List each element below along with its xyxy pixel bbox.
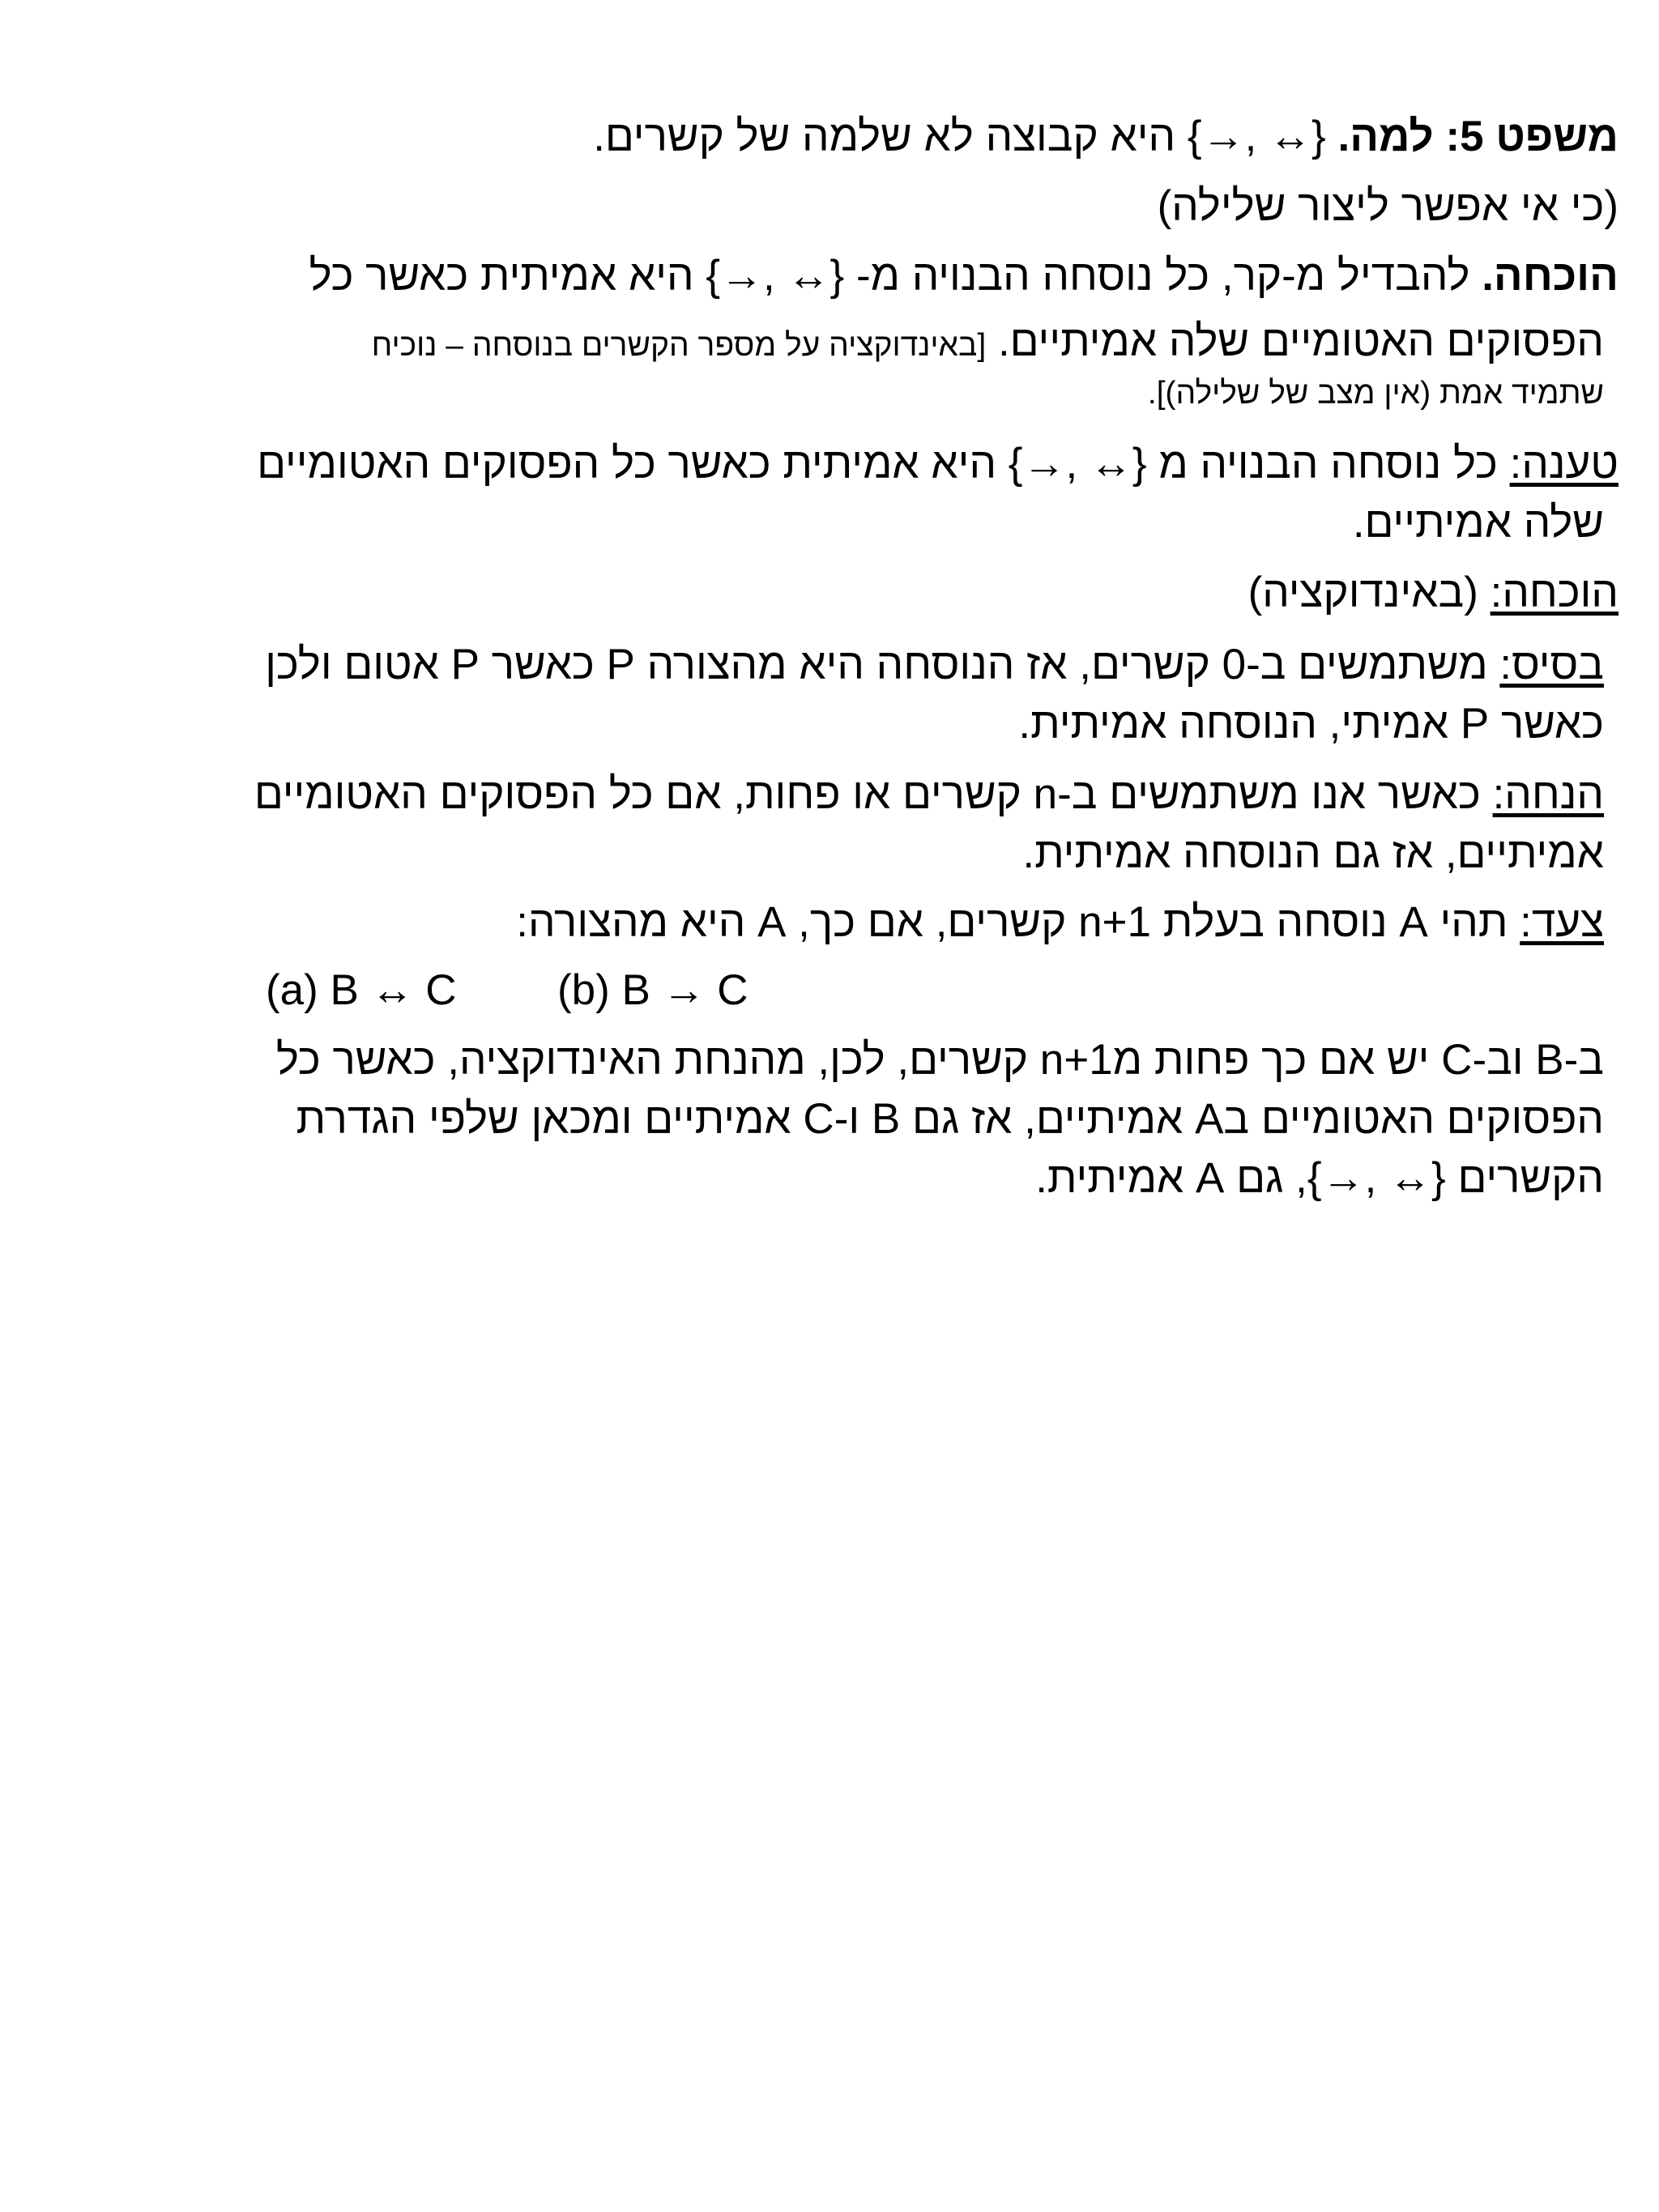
claim-line2 [1353, 495, 1604, 552]
base-line1 [265, 637, 1604, 693]
proof1-line2-main: הפסוקים האטומיים שלה אמיתיים. [997, 318, 1604, 365]
step-line1 [516, 894, 1604, 951]
step-case-b: (b) B → C [557, 966, 748, 1014]
conclusion-line1 [276, 1032, 1604, 1089]
note-line [1158, 178, 1618, 235]
hypothesis-line2-text: אמיתיים, אז גם הנוסחה אמיתית. [1022, 829, 1604, 877]
hypothesis-line2 [1022, 825, 1604, 882]
lemma-line [593, 109, 1618, 165]
proof2-line [1248, 565, 1618, 621]
claim-label: טענה: [1509, 440, 1618, 488]
claim-line1 [257, 436, 1618, 492]
proof1-label: הוכחה. [1482, 252, 1618, 300]
proof1-line3 [1148, 373, 1604, 415]
conclusion-line3-a: הקשרים [1457, 1154, 1604, 1202]
proof1-line2-bracket: [באינדוקציה על מספר הקשרים בנוסחה – נוכיח [371, 328, 987, 363]
claim-text-a: כל נוסחה הבנויה מ [1158, 440, 1498, 488]
base-text: משתמשים ב-0 קשרים, אז הנוסחה היא מהצורה P כאשר P אטום ולכן [265, 641, 1488, 688]
note-text: (כי אי אפשר ליצור שלילה) [1157, 182, 1618, 230]
conclusion-line2 [296, 1091, 1605, 1148]
hypothesis-label: הנחה: [1492, 770, 1604, 818]
conclusion-line2-text: הפסוקים האטומיים בA אמיתיים, אז גם B ו-C אמיתיים ומכאן שלפי הגדרת [296, 1095, 1604, 1143]
claim-connective-set: {→, ↔} [1008, 440, 1147, 488]
proof1-text-b: היא אמיתית כאשר כל [309, 252, 694, 300]
proof1-line1 [309, 248, 1618, 305]
conclusion-connective-set: {→, ↔} [1307, 1154, 1446, 1202]
lemma-connective-set: {→, ↔} [1187, 113, 1326, 160]
lemma-title: משפט 5: למה. [1337, 113, 1618, 160]
step-label: צעד: [1520, 898, 1604, 946]
proof2-text: (באינדוקציה) [1247, 569, 1478, 616]
conclusion-line1-text: ב-B וב-C יש אם כך פחות מn+1 קשרים, לכן, מהנחת האינדוקציה, כאשר כל [275, 1036, 1604, 1084]
base-line2 [1018, 696, 1604, 752]
step-case-a: (a) B ↔ C [266, 966, 457, 1014]
proof1-text-a: להבדיל מ-קר, כל נוסחה הבנויה מ- [855, 252, 1470, 300]
proof1-line3-text: שתמיד אמת (אין מצב של שלילה)]. [1147, 376, 1604, 411]
base-line2-text: כאשר P אמיתי, הנוסחה אמיתית. [1018, 700, 1604, 748]
step-text: תהי A נוסחה בעלת n+1 קשרים, אם כך, A היא מהצורה: [516, 898, 1508, 946]
lemma-text: היא קבוצה לא שלמה של קשרים. [593, 113, 1176, 160]
base-label: בסיס: [1499, 641, 1604, 688]
conclusion-line3-b: , גם A אמיתית. [1035, 1154, 1307, 1202]
claim-line2-text: שלה אמיתיים. [1352, 499, 1604, 547]
claim-text-b: היא אמיתית כאשר כל הפסוקים האטומיים [257, 440, 997, 488]
proof1-connective-set: {→, ↔} [706, 252, 845, 300]
conclusion-line3 [1035, 1150, 1604, 1207]
hypothesis-line1 [254, 766, 1604, 823]
proof2-label: הוכחה: [1490, 569, 1618, 616]
proof1-line2 [372, 313, 1604, 370]
hypothesis-text: כאשר אנו משתמשים ב-n קשרים או פחות, אם כל הפסוקים האטומיים [254, 770, 1481, 818]
